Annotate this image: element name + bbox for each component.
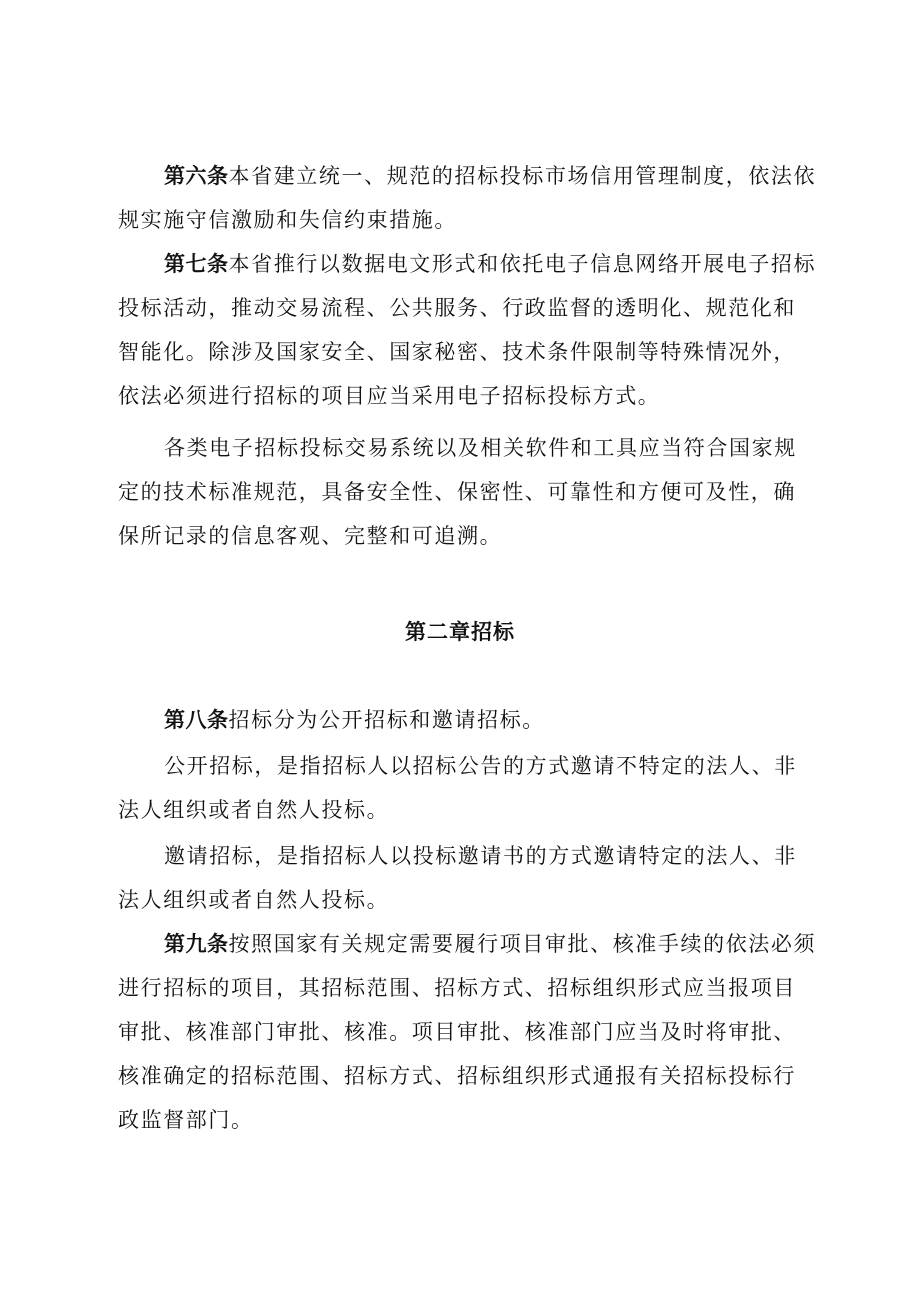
article-6-paragraph [118,154,818,242]
article-7-para2-text: 各类电子招标投标交易系统以及相关软件和工具应当符合国家规定的技术标准规范，具备安全性、保密性、可靠性和方便可及性，确保所记录的信息客观、完整和可追溯。 [118,436,797,548]
article-8-para2-text: 公开招标，是指招标人以招标公告的方式邀请不特定的法人、非法人组织或者自然人投标。 [118,754,797,822]
article-9-text: 按照国家有关规定需要履行项目审批、核准手续的依法必须进行招标的项目，其招标范围、招标方式、招标组织形式应当报项目审批、核准部门审批、核准。项目审批、核准部门应当及时将审批、核准确定的招标范围、招标方式、招标组织形式通报有关招标投标行政监督部门。 [118,932,817,1132]
article-8-paragraph [118,698,818,742]
article-8-text: 招标分为公开招标和邀请招标。 [228,708,545,732]
chapter-2-heading: 第二章招标 [405,620,515,644]
article-8-paragraph-3 [118,834,818,922]
article-8-para3-text: 邀请招标，是指招标人以投标邀请书的方式邀请特定的法人、非法人组织或者自然人投标。 [118,844,797,912]
article-7-label: 第七条 [164,252,229,276]
article-8-label: 第八条 [164,708,229,732]
article-6-text: 本省建立统一、规范的招标投标市场信用管理制度，依法依规实施守信激励和失信约束措施。 [118,164,817,232]
article-7-paragraph-2 [118,426,818,558]
article-7-paragraph [118,242,818,418]
article-6-label: 第六条 [164,164,229,188]
article-7-text: 本省推行以数据电文形式和依托电子信息网络开展电子招标投标活动，推动交易流程、公共服务、行政监督的透明化、规范化和智能化。除涉及国家安全、国家秘密、技术条件限制等特殊情况外，依法必须进行招标的项目应当采用电子招标投标方式。 [118,252,817,408]
article-9-label: 第九条 [164,932,229,956]
article-8-paragraph-2 [118,744,818,832]
article-9-paragraph [118,922,818,1142]
